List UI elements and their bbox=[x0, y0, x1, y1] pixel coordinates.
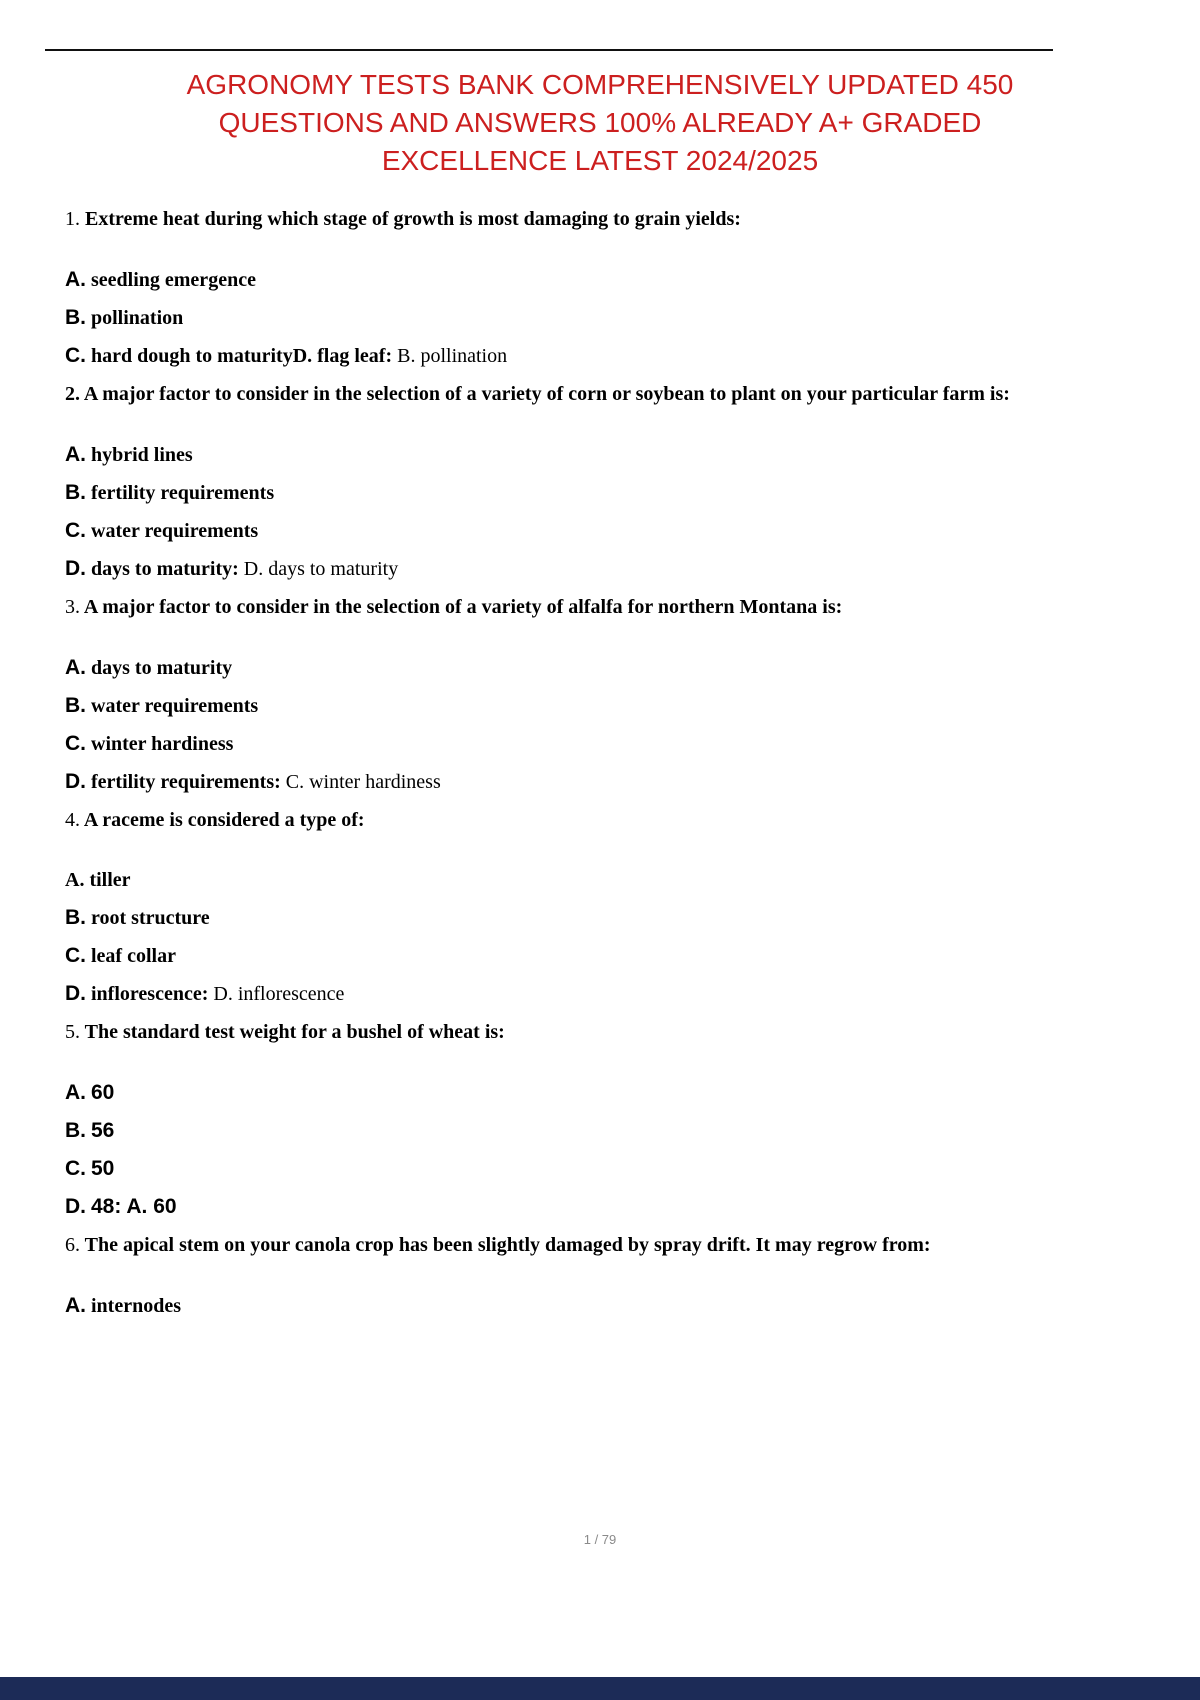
option-letter: B. bbox=[65, 306, 86, 329]
answer-line bbox=[65, 550, 1135, 588]
header-divider bbox=[45, 49, 1053, 51]
question-text: A raceme is considered a type of: bbox=[83, 809, 365, 831]
footer-bar bbox=[0, 1677, 1200, 1700]
option-letter: B. bbox=[65, 906, 86, 929]
question-number: 3. bbox=[65, 596, 80, 618]
document-content bbox=[65, 204, 1135, 1325]
answer-value: A. 60 bbox=[126, 1195, 177, 1218]
option-text: hybrid lines bbox=[91, 444, 193, 466]
option-text: pollination bbox=[91, 307, 184, 329]
option-text: inflorescence: bbox=[91, 983, 209, 1005]
option-text: fertility requirements: bbox=[91, 771, 281, 793]
answer-line bbox=[65, 975, 1135, 1013]
answer-option bbox=[65, 687, 1135, 725]
answer-option bbox=[65, 1287, 1135, 1325]
option-letter: C. bbox=[65, 732, 86, 755]
option-text: 60 bbox=[91, 1081, 115, 1104]
answer-option bbox=[65, 725, 1135, 763]
answer-option bbox=[65, 1112, 1135, 1150]
option-text: leaf collar bbox=[91, 945, 176, 967]
page-title-line1: AGRONOMY TESTS BANK COMPREHENSIVELY UPDATED 450 bbox=[186, 69, 1014, 100]
answer-line bbox=[65, 337, 1135, 375]
option-text: internodes bbox=[91, 1295, 181, 1317]
answer-option bbox=[65, 937, 1135, 975]
option-letter: C. bbox=[65, 519, 86, 542]
option-text: seedling emergence bbox=[91, 269, 256, 291]
answer-option bbox=[65, 1074, 1135, 1112]
option-letter: C. bbox=[65, 944, 86, 967]
option-text: tiller bbox=[89, 869, 131, 891]
question-6-options bbox=[65, 1287, 1135, 1325]
question-3 bbox=[65, 592, 1135, 623]
answer-option bbox=[65, 899, 1135, 937]
option-text: winter hardiness bbox=[91, 733, 234, 755]
page-title bbox=[100, 66, 1100, 180]
option-letter: C. bbox=[65, 1157, 86, 1180]
question-5 bbox=[65, 1017, 1135, 1048]
option-text: water requirements bbox=[91, 520, 259, 542]
option-text: 56 bbox=[91, 1119, 115, 1142]
page-title-line3: EXCELLENCE LATEST 2024/2025 bbox=[381, 145, 819, 176]
question-4 bbox=[65, 805, 1135, 836]
question-number: 6. bbox=[65, 1234, 80, 1256]
option-text: 48: bbox=[91, 1195, 122, 1218]
answer-option bbox=[65, 512, 1135, 550]
option-letter: D. bbox=[65, 770, 86, 793]
answer-option bbox=[65, 862, 1135, 899]
question-number: 2. bbox=[65, 383, 80, 405]
question-number: 5. bbox=[65, 1021, 80, 1043]
option-letter: D. bbox=[65, 1195, 86, 1218]
question-2 bbox=[65, 379, 1135, 410]
option-text: 50 bbox=[91, 1157, 115, 1180]
option-text: root structure bbox=[91, 907, 210, 929]
answer-value: B. pollination bbox=[397, 345, 508, 367]
answer-option bbox=[65, 436, 1135, 474]
question-1 bbox=[65, 204, 1135, 235]
question-1-options bbox=[65, 261, 1135, 375]
option-letter: A. bbox=[65, 869, 85, 891]
answer-line bbox=[65, 1188, 1135, 1226]
answer-option bbox=[65, 299, 1135, 337]
answer-option bbox=[65, 474, 1135, 512]
answer-option bbox=[65, 1150, 1135, 1188]
question-text: Extreme heat during which stage of growth is most damaging to grain yields: bbox=[85, 208, 741, 230]
option-text: hard dough to maturityD. flag leaf: bbox=[91, 345, 393, 367]
option-letter: B. bbox=[65, 481, 86, 504]
page-title-line2: QUESTIONS AND ANSWERS 100% ALREADY A+ GRADED bbox=[218, 107, 982, 138]
option-letter: B. bbox=[65, 1119, 86, 1142]
option-text: water requirements bbox=[91, 695, 259, 717]
answer-option bbox=[65, 649, 1135, 687]
answer-line bbox=[65, 763, 1135, 801]
option-letter: C. bbox=[65, 344, 86, 367]
answer-value: C. winter hardiness bbox=[285, 771, 441, 793]
option-letter: B. bbox=[65, 694, 86, 717]
answer-value: D. inflorescence bbox=[213, 983, 345, 1005]
answer-value: D. days to maturity bbox=[243, 558, 399, 580]
option-letter: A. bbox=[65, 656, 86, 679]
option-letter: D. bbox=[65, 557, 86, 580]
option-text: days to maturity: bbox=[91, 558, 239, 580]
question-text: The apical stem on your canola crop has been slightly damaged by spray drift. It may regrow from: bbox=[84, 1234, 931, 1256]
question-3-options bbox=[65, 649, 1135, 801]
option-text: fertility requirements bbox=[91, 482, 275, 504]
option-letter: A. bbox=[65, 268, 86, 291]
question-number: 1. bbox=[65, 208, 80, 230]
answer-option bbox=[65, 261, 1135, 299]
question-4-options bbox=[65, 862, 1135, 1013]
question-text: The standard test weight for a bushel of wheat is: bbox=[84, 1021, 505, 1043]
option-text: days to maturity bbox=[91, 657, 233, 679]
question-text: A major factor to consider in the selection of a variety of corn or soybean to plant on your particular farm is: bbox=[83, 383, 1010, 405]
option-letter: A. bbox=[65, 443, 86, 466]
question-2-options bbox=[65, 436, 1135, 588]
question-6 bbox=[65, 1230, 1135, 1261]
question-number: 4. bbox=[65, 809, 80, 831]
question-text: A major factor to consider in the selection of a variety of alfalfa for northern Montana is: bbox=[83, 596, 843, 618]
option-letter: A. bbox=[65, 1081, 86, 1104]
question-5-options bbox=[65, 1074, 1135, 1226]
option-letter: D. bbox=[65, 982, 86, 1005]
option-letter: A. bbox=[65, 1294, 86, 1317]
page-number: 1 / 79 bbox=[583, 1532, 617, 1547]
